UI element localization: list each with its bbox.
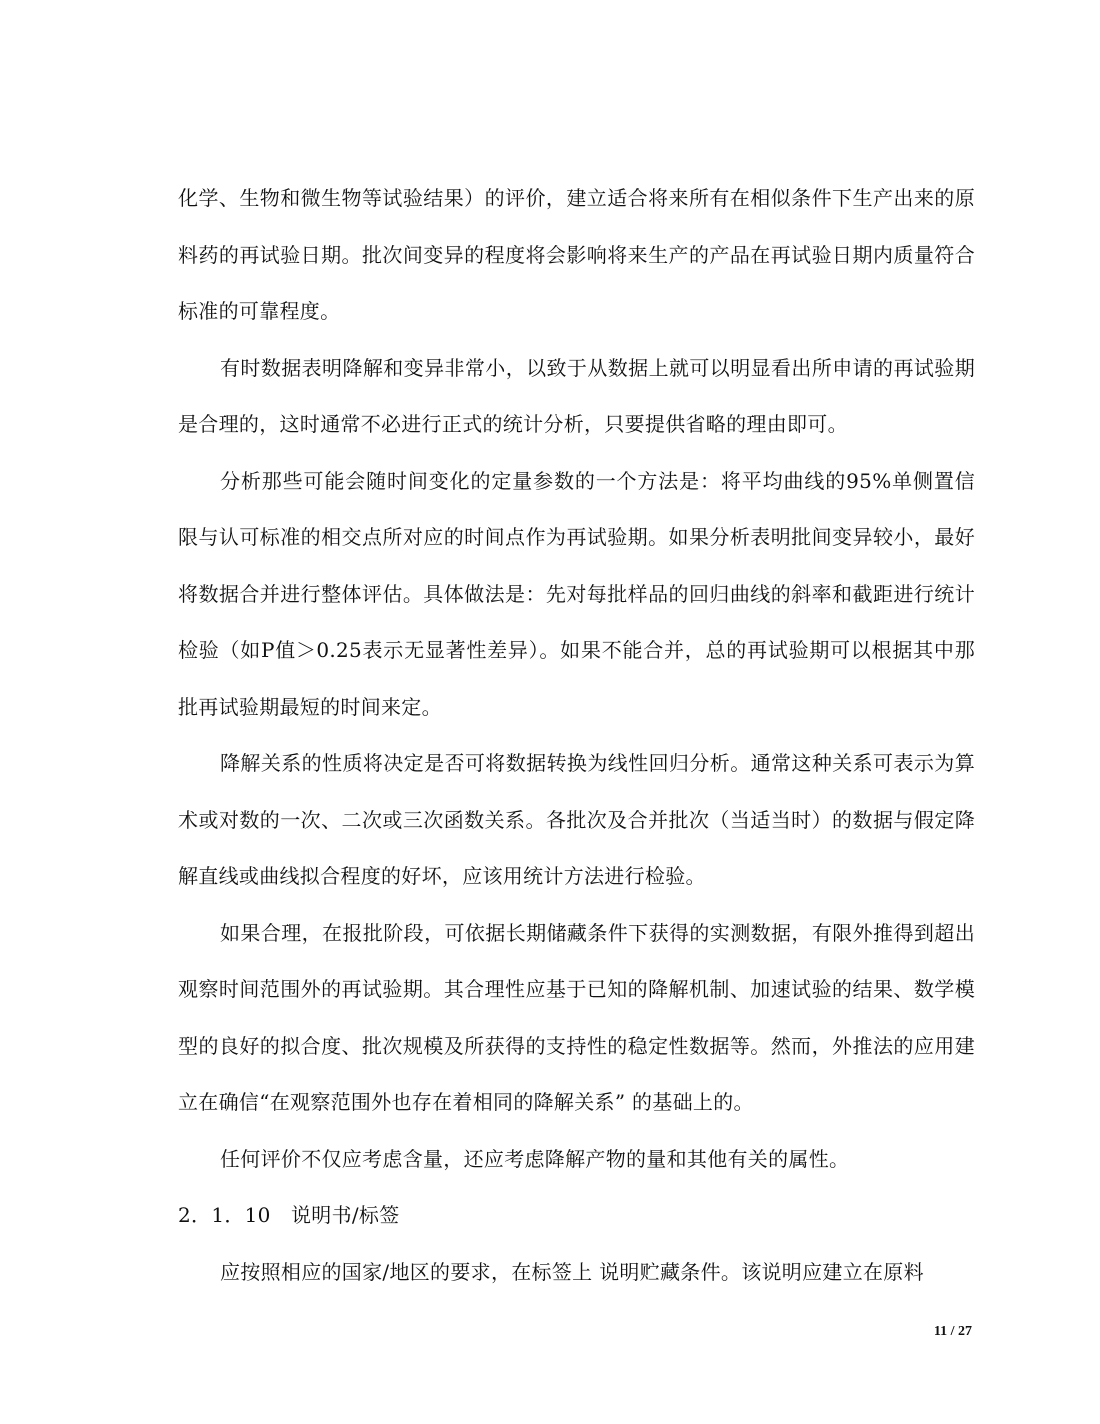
paragraph-labeling: 应按照相应的国家/地区的要求，在标签上 说明贮藏条件。该说明应建立在原料 <box>220 1259 924 1284</box>
section-heading: 2．1．10 说明书/标签 <box>178 1203 400 1227</box>
paragraph-extrapolation: 如果合理，在报批阶段，可依据长期储藏条件下获得的实测数据，有限外推得到超出观察时间范围外的再试验期。其合理性应基于已知的降解机制、加速试验的结果、数学模型的良好的拟合度、批次规模及所获得的支持性的稳定性数据等。然而，外推法的应用建立在确信“在观察范围外也存在着相同的降解关系” 的基础上的。 <box>178 920 975 1114</box>
paragraph-degradation-variability: 有时数据表明降解和变异非常小，以致于从数据上就可以明显看出所申请的再试验期是合理的，这时通常不必进行正式的统计分析，只要提供省略的理由即可。 <box>178 355 975 436</box>
page-number: 11 / 27 <box>933 1324 972 1339</box>
paragraph-regression: 降解关系的性质将决定是否可将数据转换为线性回归分析。通常这种关系可表示为算术或对数的一次、二次或三次函数关系。各批次及合并批次（当适当时）的数据与假定降解直线或曲线拟合程度的好坏，应该用统计方法进行检验。 <box>178 751 975 888</box>
paragraph-continuation: 化学、生物和微生物等试验结果）的评价，建立适合将来所有在相似条件下生产出来的原料药的再试验日期。批次间变异的程度将会影响将来生产的产品在再试验日期内质量符合标准的可靠程度。 <box>178 186 975 323</box>
paragraph-evaluation: 任何评价不仅应考虑含量，还应考虑降解产物的量和其他有关的属性。 <box>220 1146 850 1171</box>
paragraph-analysis-method: 分析那些可能会随时间变化的定量参数的一个方法是：将平均曲线的95%单侧置信限与认可标准的相交点所对应的时间点作为再试验期。如果分析表明批间变异较小，最好将数据合并进行整体评估。具体做法是：先对每批样品的回归曲线的斜率和截距进行统计检验（如P值＞0.25表示无显著性差异）。如果不能合并，总的再试验期可以根据其中那批再试验期最短的时间来定。 <box>178 468 975 719</box>
document-body <box>178 170 975 1300</box>
